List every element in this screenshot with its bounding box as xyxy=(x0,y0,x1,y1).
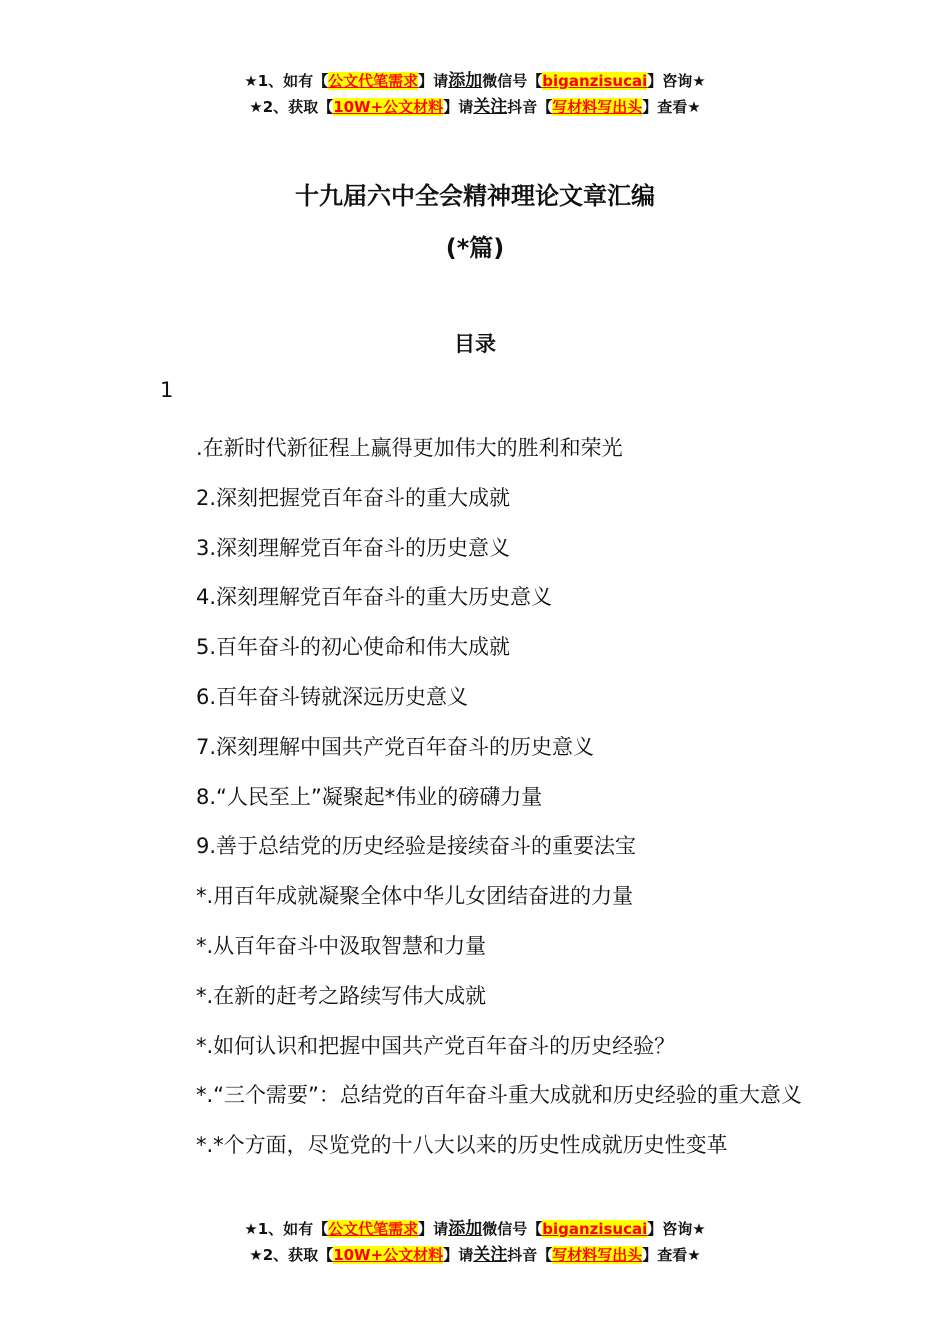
toc-item: 7.深刻理解中国共产党百年奋斗的历史意义 xyxy=(196,734,595,759)
underlined-follow: 关注 xyxy=(473,1245,508,1265)
highlight-materials: 10W+公文材料 xyxy=(333,98,444,116)
highlight-service: 公文代笔需求 xyxy=(328,72,419,90)
toc-item: 5.百年奋斗的初心使命和伟大成就 xyxy=(196,635,511,660)
banner-line-2: ★2、获取【10W+公文材料】请关注抖音【写材料写出头】查看★ xyxy=(249,1245,701,1265)
toc-item: .在新时代新征程上赢得更加伟大的胜利和荣光 xyxy=(196,436,623,460)
banner-line-1: ★1、如有【公文代笔需求】请添加微信号【biganzisucai】咨询★ xyxy=(244,1219,706,1239)
underlined-follow: 关注 xyxy=(473,97,508,117)
wechat-id: biganzisucai xyxy=(542,72,648,90)
underlined-add: 添加 xyxy=(448,71,483,91)
header-banner xyxy=(0,68,950,120)
first-item-number: 1 xyxy=(160,378,174,402)
banner-line-2: ★2、获取【10W+公文材料】请关注抖音【写材料写出头】查看★ xyxy=(249,97,701,117)
toc-item: 3.深刻理解党百年奋斗的历史意义 xyxy=(196,535,511,560)
wechat-id: biganzisucai xyxy=(542,1220,648,1238)
toc-item: 8.“人民至上”凝聚起*伟业的磅礴力量 xyxy=(196,784,543,809)
highlight-materials: 10W+公文材料 xyxy=(333,1246,444,1264)
toc-item: 9.善于总结党的历史经验是接续奋斗的重要法宝 xyxy=(196,834,637,859)
banner-line-1: ★1、如有【公文代笔需求】请添加微信号【biganzisucai】咨询★ xyxy=(244,71,706,91)
toc-item: 2.深刻把握党百年奋斗的重大成就 xyxy=(196,485,511,510)
toc-list xyxy=(144,424,824,1171)
toc-item: *.“三个需要”：总结党的百年奋斗重大成就和历史经验的重大意义 xyxy=(196,1083,802,1108)
toc-item: *.*个方面，尽览党的十八大以来的历史性成就历史性变革 xyxy=(196,1133,728,1158)
toc-item: *.如何认识和把握中国共产党百年奋斗的历史经验？ xyxy=(196,1033,676,1058)
footer-banner xyxy=(0,1216,950,1268)
document-title: 十九届六中全会精神理论文章汇编 xyxy=(295,182,655,210)
toc-item: *.用百年成就凝聚全体中华儿女团结奋进的力量 xyxy=(196,884,634,909)
douyin-account: 写材料写出头 xyxy=(552,1246,643,1264)
douyin-account: 写材料写出头 xyxy=(552,98,643,116)
document-subtitle: (*篇) xyxy=(445,234,505,262)
toc-item: *.在新的赶考之路续写伟大成就 xyxy=(196,983,487,1008)
highlight-service: 公文代笔需求 xyxy=(328,1220,419,1238)
underlined-add: 添加 xyxy=(448,1219,483,1239)
toc-item: *.从百年奋斗中汲取智慧和力量 xyxy=(196,933,487,958)
toc-item: 4.深刻理解党百年奋斗的重大历史意义 xyxy=(196,585,553,610)
toc-heading: 目录 xyxy=(454,332,496,356)
toc-item: 6.百年奋斗铸就深远历史意义 xyxy=(196,684,469,709)
